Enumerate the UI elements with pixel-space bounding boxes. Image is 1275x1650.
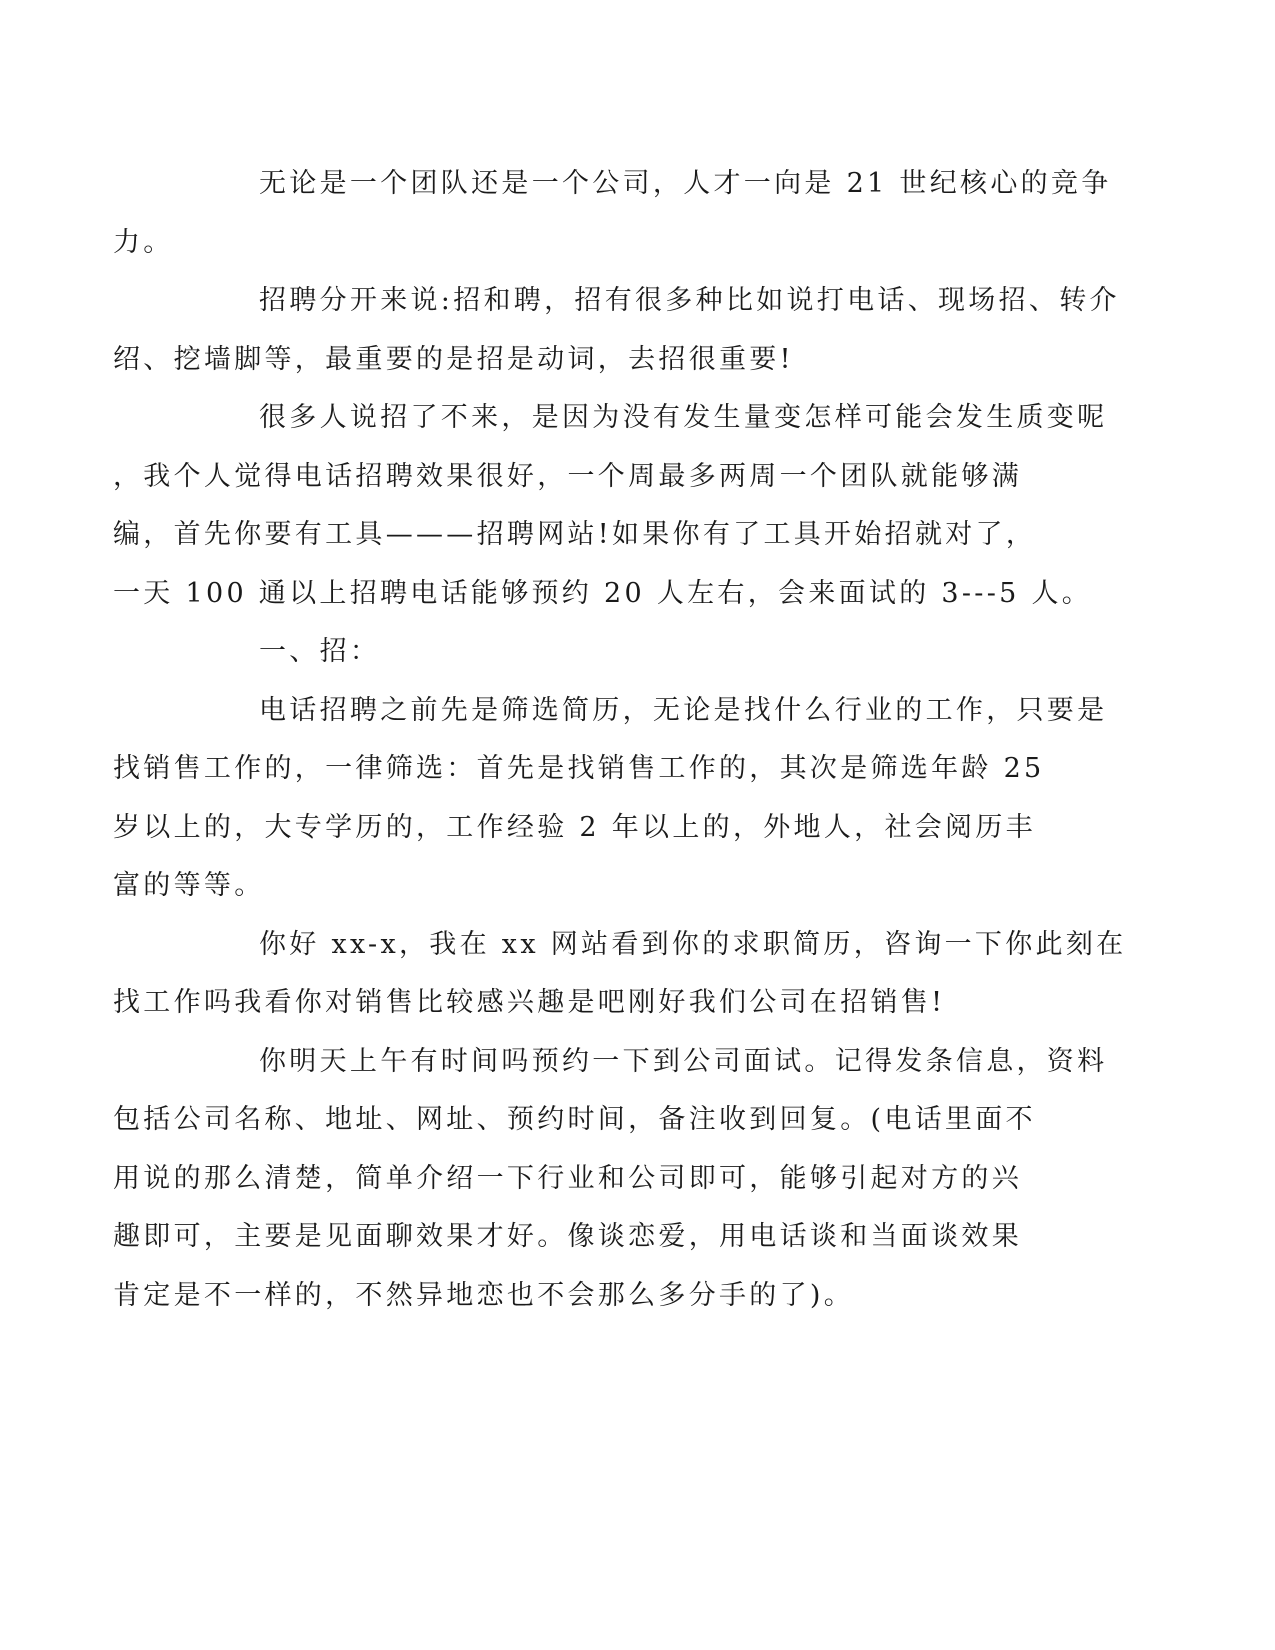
paragraph-phone-recruiting [113, 389, 1108, 623]
paragraph-line: 找工作吗我看你对销售比较感兴趣是吧刚好我们公司在招销售! [113, 987, 946, 1018]
paragraph-talent [113, 155, 1112, 272]
paragraph-line: 力。 [113, 226, 174, 258]
paragraph-line: 很多人说招了不来，是因为没有发生量变怎样可能会发生质变呢 [259, 402, 1108, 433]
paragraph-line: 电话招聘之前先是筛选简历，无论是找什么行业的工作，只要是 [259, 694, 1108, 726]
paragraph-line: 一天 100 通以上招聘电话能够预约 20 人左右，会来面试的 3---5 人。 [113, 577, 1093, 609]
section-heading-recruit [186, 623, 1066, 682]
paragraph-line: 找销售工作的，一律筛选：首先是找销售工作的，其次是筛选年龄 25 [113, 753, 1045, 784]
paragraph-line: 肯定是不一样的，不然异地恋也不会那么多分手的了)。 [113, 1279, 855, 1311]
paragraph-recruiting-overview [113, 272, 1120, 389]
paragraph-resume-screening [113, 682, 1108, 916]
paragraph-line: 包括公司名称、地址、网址、预约时间，备注收到回复。(电话里面不 [113, 1104, 1036, 1135]
paragraph-interview-appointment [113, 1033, 1108, 1326]
paragraph-line: 岁以上的，大专学历的，工作经验 2 年以上的，外地人，社会阅历丰 [113, 811, 1036, 843]
paragraph-line: ，我个人觉得电话招聘效果很好，一个周最多两周一个团队就能够满 [113, 460, 1022, 492]
paragraph-line: 绍、挖墙脚等，最重要的是招是动词，去招很重要! [113, 343, 794, 375]
paragraph-line: 趣即可，主要是见面聊效果才好。像谈恋爱，用电话谈和当面谈效果 [113, 1221, 1022, 1252]
paragraph-line: 你好 xx-x，我在 xx 网站看到你的求职简历，咨询一下你此刻在 [259, 928, 1127, 960]
heading-line: 一、招： [259, 636, 381, 667]
document-body [113, 155, 1127, 1325]
paragraph-line: 用说的那么清楚，简单介绍一下行业和公司即可，能够引起对方的兴 [113, 1162, 1022, 1194]
paragraph-line: 富的等等。 [113, 870, 265, 901]
paragraph-line: 你明天上午有时间吗预约一下到公司面试。记得发条信息，资料 [259, 1045, 1108, 1077]
paragraph-call-script [113, 916, 1127, 1033]
paragraph-line: 无论是一个团队还是一个公司，人才一向是 21 世纪核心的竞争 [259, 168, 1112, 199]
paragraph-line: 招聘分开来说:招和聘，招有很多种比如说打电话、现场招、转介 [259, 285, 1120, 316]
paragraph-line: 编，首先你要有工具———招聘网站!如果你有了工具开始招就对了， [113, 519, 1037, 550]
